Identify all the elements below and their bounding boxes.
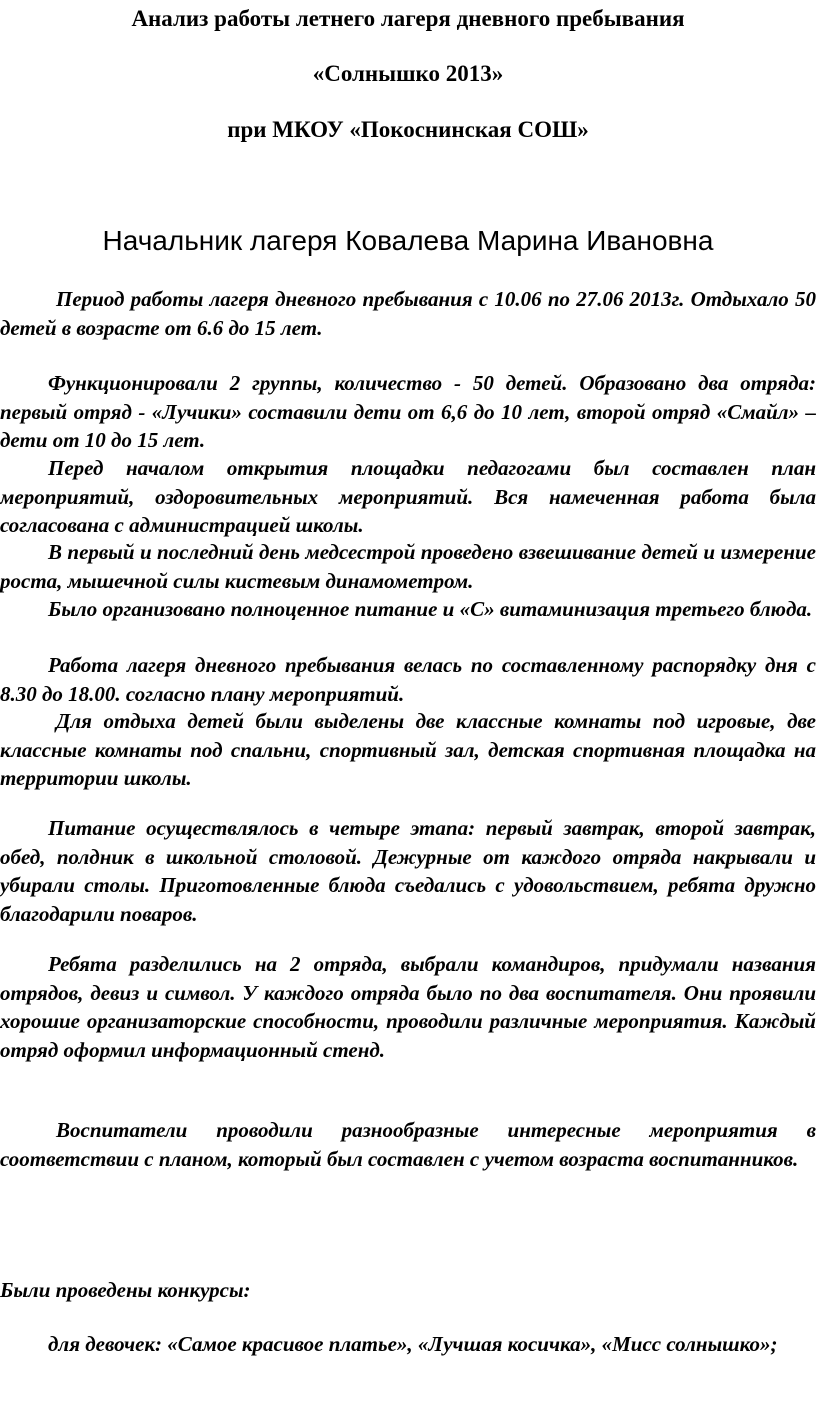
document-title-line-1: Анализ работы летнего лагеря дневного пребывания [131,6,685,31]
paragraph-contests-heading: Были проведены конкурсы: [0,1278,251,1302]
document-title-line-3: при МКОУ «Покоснинская СОШ» [227,117,589,142]
paragraph-squads: Ребята разделились на 2 отряда, выбрали командиров, придумали названия отрядов, девиз и символ. У каждого отряда было по два воспитателя. Они проявили хорошие организаторские способности, проводили различные мероприятия. Каждый отряд оформил информационный стенд. [0,952,816,1062]
document-title-line-2: «Солнышко 2013» [312,61,504,86]
paragraph-schedule: Работа лагеря дневного пребывания велась по составленному распорядку дня с 8.30 до 18.00. согласно плану мероприятий. [0,653,816,706]
paragraph-meals: Питание осуществлялось в четыре этапа: первый завтрак, второй завтрак, обед, полдник в школьной столовой. Дежурные от каждого отряда накрывали и убирали столы. Приготовленные блюда съедались с удовольствием, ребята дружно благодарили поваров. [0,816,816,926]
paragraph-nutrition: Было организовано полноценное питание и «С» витаминизация третьего блюда. [48,597,813,621]
paragraph-period: Период работы лагеря дневного пребывания с 10.06 по 27.06 2013г. Отдыхало 50 детей в возрасте от 6.6 до 15 лет. [0,287,816,340]
paragraph-educators: Воспитатели проводили разнообразные интересные мероприятия в соответствии с планом, который был составлен с учетом возраста воспитанников. [0,1118,816,1171]
paragraph-rooms: Для отдыха детей были выделены две классные комнаты под игровые, две классные комнаты под спальни, спортивный зал, детская спортивная площадка на территории школы. [0,709,816,790]
paragraph-plan: Перед началом открытия площадки педагогами был составлен план мероприятий, оздоровительных мероприятий. Вся намеченная работа была согласована с администрацией школы. [0,456,816,537]
camp-head-line: Начальник лагеря Ковалева Марина Ивановна [102,225,714,256]
paragraph-contests-girls: для девочек: «Самое красивое платье», «Лучшая косичка», «Мисс солнышко»; [48,1332,778,1356]
paragraph-groups: Функционировали 2 группы, количество - 50 детей. Образовано два отряда: первый отряд - «Лучики» составили дети от 6,6 до 10 лет, второй отряд «Смайл» – дети от 10 до 15 лет. [0,371,816,452]
paragraph-medical: В первый и последний день медсестрой проведено взвешивание детей и измерение роста, мышечной силы кистевым динамометром. [0,540,816,593]
